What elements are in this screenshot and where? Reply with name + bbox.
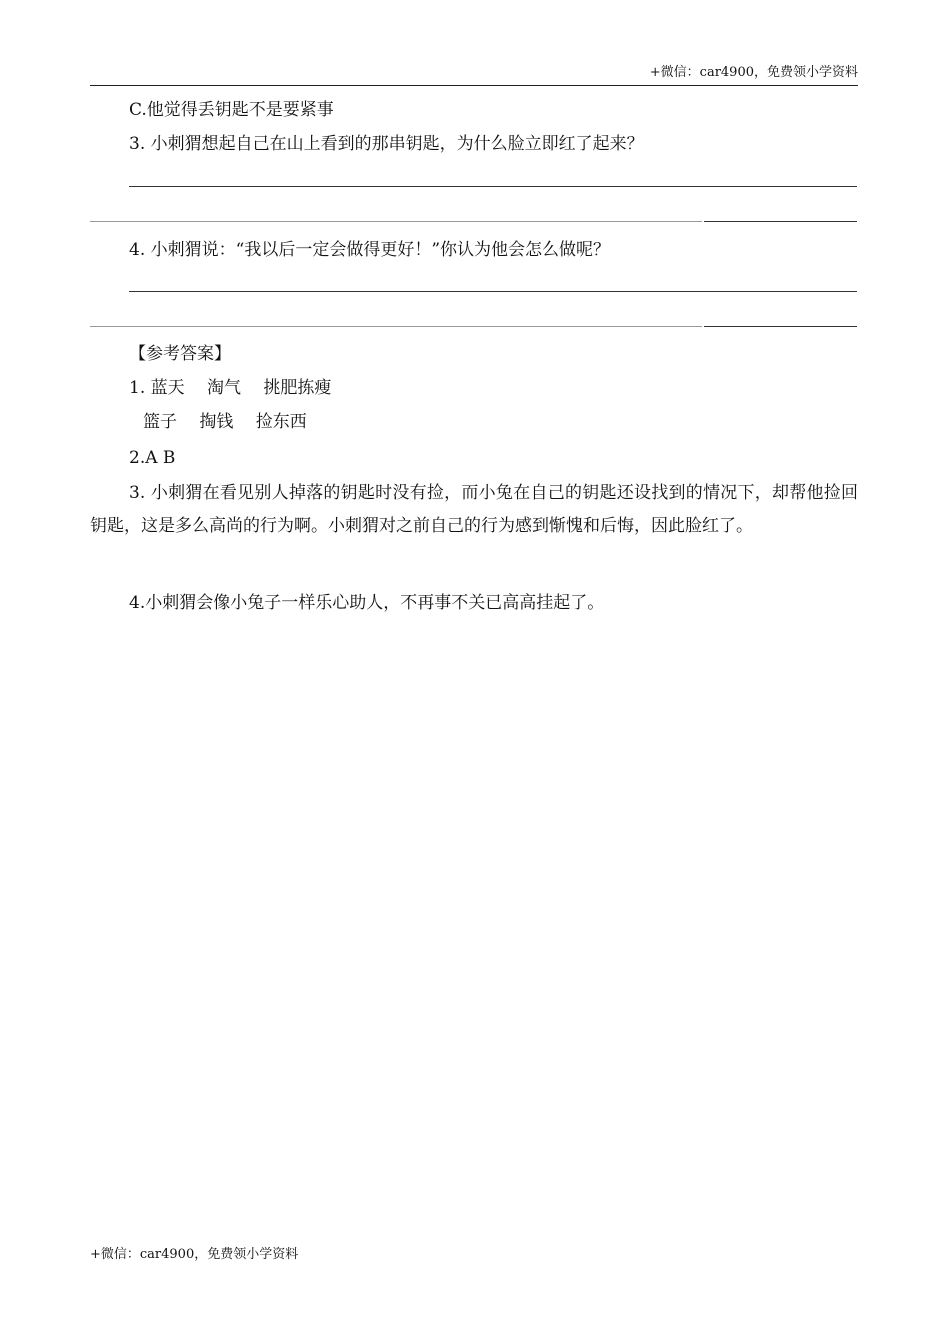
question-4-answer-line-1 (129, 291, 857, 292)
answer-1-line-1: 1. 蓝天 淘气 挑肥拣瘦 (129, 378, 332, 398)
question-4-answer-line-2-end (704, 326, 857, 327)
header-watermark-text: +微信：car4900，免费领小学资料 (649, 65, 858, 80)
question-2-option-c: C.他觉得丢钥匙不是要紧事 (129, 100, 334, 120)
answer-4: 4.小刺猬会像小兔子一样乐心助人，不再事不关已高高挂起了。 (129, 593, 605, 613)
answer-2: 2.A B (129, 448, 176, 468)
header-divider (90, 85, 858, 86)
answer-1-line-2: 篮子 掏钱 捡东西 (143, 412, 307, 432)
question-3-answer-line-1 (129, 186, 857, 187)
question-4-text: 4. 小刺猬说：“我以后一定会做得更好！”你认为他会怎么做呢？ (129, 240, 611, 260)
footer-watermark-text: +微信：car4900，免费领小学资料 (90, 1247, 299, 1262)
question-3-answer-line-2-end (704, 221, 857, 222)
answer-key-heading: 【参考答案】 (129, 344, 231, 364)
question-4-answer-line-2 (90, 326, 702, 327)
question-3-text: 3. 小刺猬想起自己在山上看到的那串钥匙，为什么脸立即红了起来？ (129, 134, 644, 154)
question-3-answer-line-2 (90, 221, 702, 222)
answer-3-paragraph: 3. 小刺猬在看见别人掉落的钥匙时没有捡，而小兔在自己的钥匙还设找到的情况下，却帮他捡回钥匙，这是多么高尚的行为啊。小刺猬对之前自己的行为感到惭愧和后悔，因此脸红了。 (90, 483, 858, 536)
